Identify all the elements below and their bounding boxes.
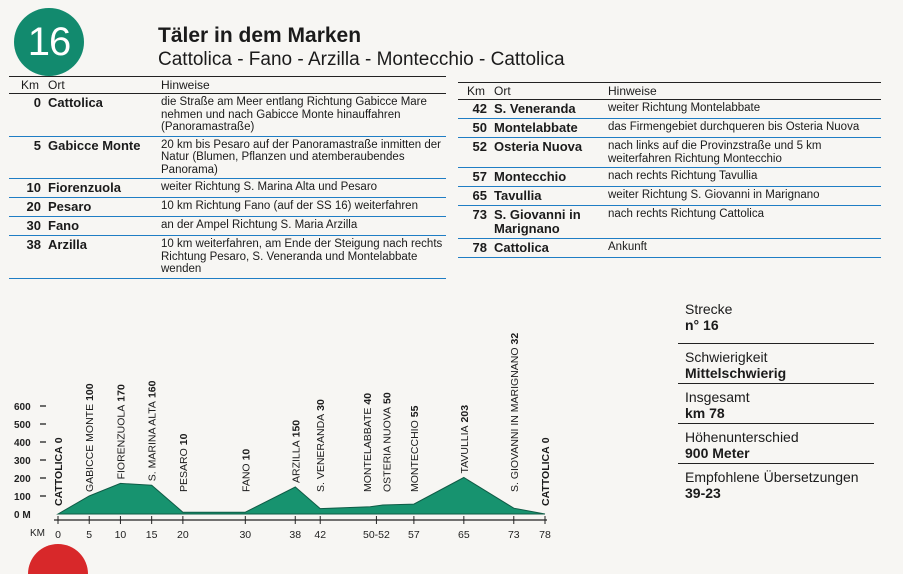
route-place: Montelabbate [491, 119, 605, 138]
place-label [509, 333, 521, 492]
place-name: CATTOLICA [53, 446, 65, 506]
place-name: TAVULLIA [458, 425, 471, 474]
table-row [458, 239, 881, 258]
place-altitude: 32 [508, 332, 521, 345]
column-header-km: Km [9, 77, 45, 94]
stat-label: Strecke [685, 301, 733, 317]
place-name: S. GIOVANNI IN MARIGNANO [508, 347, 521, 492]
route-subtitle: Cattolica - Fano - Arzilla - Montecchio - Cattolica [158, 49, 565, 70]
place-altitude: 150 [290, 419, 303, 438]
stat-value: n° 16 [685, 317, 719, 333]
stat-value: 39-23 [685, 485, 721, 501]
table-row [458, 168, 881, 187]
y-tick-label: 500 [14, 420, 31, 431]
route-place: Cattolica [491, 239, 605, 258]
route-place: Fiorenzuola [45, 179, 158, 198]
stat-value: km 78 [685, 405, 725, 421]
place-altitude: 0 [540, 437, 552, 444]
place-label [290, 420, 302, 483]
route-hint: 20 km bis Pesaro auf der Panoramastraße inmitten der Natur (Blumen, Pflanzen und atemberaubendes Panorama) [158, 136, 446, 179]
route-hint: die Straße am Meer entlang Richtung Gabicce Mare nehmen und nach Gabicce Monte hinauffahren (Panoramastraße) [158, 94, 446, 137]
table-row [9, 217, 446, 236]
route-km: 30 [9, 217, 45, 236]
route-table-left [9, 76, 446, 279]
place-label [53, 437, 65, 506]
stat-item [678, 424, 874, 464]
x-tick-label: 65 [457, 529, 470, 541]
route-place: Osteria Nuova [491, 138, 605, 168]
place-label [540, 437, 552, 506]
route-place: Gabicce Monte [45, 136, 158, 179]
place-name: MONTELABBATE [362, 407, 375, 492]
place-altitude: 100 [84, 383, 97, 401]
route-hint: weiter Richtung S. Marina Alta und Pesaro [158, 179, 446, 198]
place-altitude: 203 [458, 404, 471, 423]
route-hint: das Firmengebiet durchqueren bis Osteria Nuova [605, 119, 881, 138]
route-km: 57 [458, 168, 491, 187]
route-hint: an der Ampel Richtung S. Maria Arzilla [158, 217, 446, 236]
route-hint: nach rechts Richtung Tavullia [605, 168, 881, 187]
table-row [9, 136, 446, 179]
x-tick-label: 0 [55, 529, 61, 541]
place-label [315, 399, 327, 492]
route-km: 20 [9, 198, 45, 217]
place-altitude: 10 [177, 433, 190, 446]
x-tick-label: 38 [289, 529, 302, 541]
place-name: FANO [240, 463, 253, 492]
route-hint: 10 km Richtung Fano (auf der SS 16) weiterfahren [158, 198, 446, 217]
route-km: 42 [458, 100, 491, 119]
place-label [459, 405, 471, 474]
route-km: 0 [9, 94, 45, 137]
stat-label: Insgesamt [685, 389, 750, 405]
place-label [362, 393, 374, 492]
route-km: 73 [458, 206, 491, 239]
place-altitude: 0 [53, 437, 65, 444]
route-hint: 10 km weiterfahren, am Ende der Steigung nach rechts Richtung Pesaro, S. Veneranda und Montelabbate wenden [158, 236, 446, 279]
column-header-km: Km [458, 83, 491, 100]
stat-value: Mittelschwierig [685, 365, 787, 381]
table-row [9, 179, 446, 198]
place-altitude: 160 [146, 380, 159, 399]
stat-item [678, 384, 874, 424]
route-hint: Ankunft [605, 239, 881, 258]
y-tick-label: 100 [14, 492, 31, 503]
x-tick-label: 50-52 [362, 529, 390, 541]
place-label [115, 384, 127, 479]
route-km: 65 [458, 187, 491, 206]
place-name: CATTOLICA [540, 446, 552, 506]
column-header-ort: Ort [491, 83, 605, 100]
table-row [9, 236, 446, 279]
table-row [9, 198, 446, 217]
route-number-badge: 16 [14, 8, 84, 76]
column-header-ort: Ort [45, 77, 158, 94]
y-tick-label: 200 [14, 474, 31, 485]
y-tick-label: 300 [14, 456, 31, 467]
route-place: Montecchio [491, 168, 605, 187]
route-km: 50 [458, 119, 491, 138]
route-place: S. Veneranda [491, 100, 605, 119]
route-place: Cattolica [45, 94, 158, 137]
place-name: MONTECCHIO [408, 420, 421, 492]
place-label [147, 380, 159, 481]
route-km: 10 [9, 179, 45, 198]
route-km: 52 [458, 138, 491, 168]
x-axis-label: KM [30, 528, 45, 539]
stat-item [678, 464, 874, 510]
route-title: Täler in dem Marken [158, 24, 362, 47]
route-place: Tavullia [491, 187, 605, 206]
place-altitude: 10 [240, 448, 253, 461]
column-header-hinweise: Hinweise [158, 77, 446, 94]
stat-item [678, 344, 874, 384]
place-label [84, 383, 96, 492]
place-altitude: 50 [381, 392, 394, 404]
place-label [240, 449, 252, 492]
route-hint: weiter Richtung Montelabbate [605, 100, 881, 119]
place-name: S. MARINA ALTA [146, 401, 159, 482]
y-tick-label: 600 [14, 402, 31, 413]
route-place: Arzilla [45, 236, 158, 279]
route-place: S. Giovanni in Marignano [491, 206, 605, 239]
place-altitude: 170 [115, 384, 128, 402]
table-row [458, 187, 881, 206]
table-row [458, 100, 881, 119]
place-altitude: 55 [408, 405, 421, 418]
place-name: OSTERIA NUOVA [381, 407, 394, 492]
place-altitude: 40 [362, 392, 375, 405]
route-hint: nach rechts Richtung Cattolica [605, 206, 881, 239]
route-stats-panel [678, 292, 874, 510]
place-label [178, 433, 190, 492]
place-label [382, 392, 394, 492]
place-name: FIORENZUOLA [115, 404, 128, 480]
y-tick-label: 400 [14, 438, 31, 449]
route-km: 78 [458, 239, 491, 258]
route-place: Pesaro [45, 198, 158, 217]
route-km: 5 [9, 136, 45, 179]
stat-label: Schwierigkeit [685, 349, 768, 365]
route-table-right [458, 82, 881, 258]
route-place: Fano [45, 217, 158, 236]
place-name: GABICCE MONTE [84, 403, 97, 492]
x-tick-label: 30 [239, 529, 252, 541]
table-row [9, 94, 446, 137]
x-tick-label: 15 [145, 529, 158, 541]
route-hint: weiter Richtung S. Giovanni in Marignano [605, 187, 881, 206]
x-tick-label: 57 [408, 529, 420, 541]
place-name: S. VENERANDA [315, 413, 328, 492]
route-km: 38 [9, 236, 45, 279]
stat-label: Empfohlene Übersetzungen [685, 469, 859, 485]
x-tick-label: 10 [114, 529, 127, 541]
place-name: PESARO [177, 448, 190, 492]
table-row [458, 119, 881, 138]
stat-value: 900 Meter [685, 445, 750, 461]
x-tick-label: 73 [507, 529, 520, 541]
x-tick-label: 42 [314, 529, 327, 541]
elevation-profile-chart [0, 300, 680, 554]
place-label [409, 405, 421, 492]
x-tick-label: 20 [177, 529, 189, 541]
place-name: ARZILLA [290, 440, 303, 483]
y-zero-label: 0 M [14, 510, 31, 521]
column-header-hinweise: Hinweise [605, 83, 881, 100]
route-hint: nach links auf die Provinzstraße und 5 km weiterfahren Richtung Montecchio [605, 138, 881, 168]
stat-item [678, 292, 874, 344]
x-tick-label: 5 [86, 529, 93, 541]
stat-label: Höhenunterschied [685, 429, 799, 445]
table-row [458, 206, 881, 239]
table-row [458, 138, 881, 168]
x-tick-label: 78 [539, 529, 551, 541]
place-altitude: 30 [315, 399, 328, 411]
